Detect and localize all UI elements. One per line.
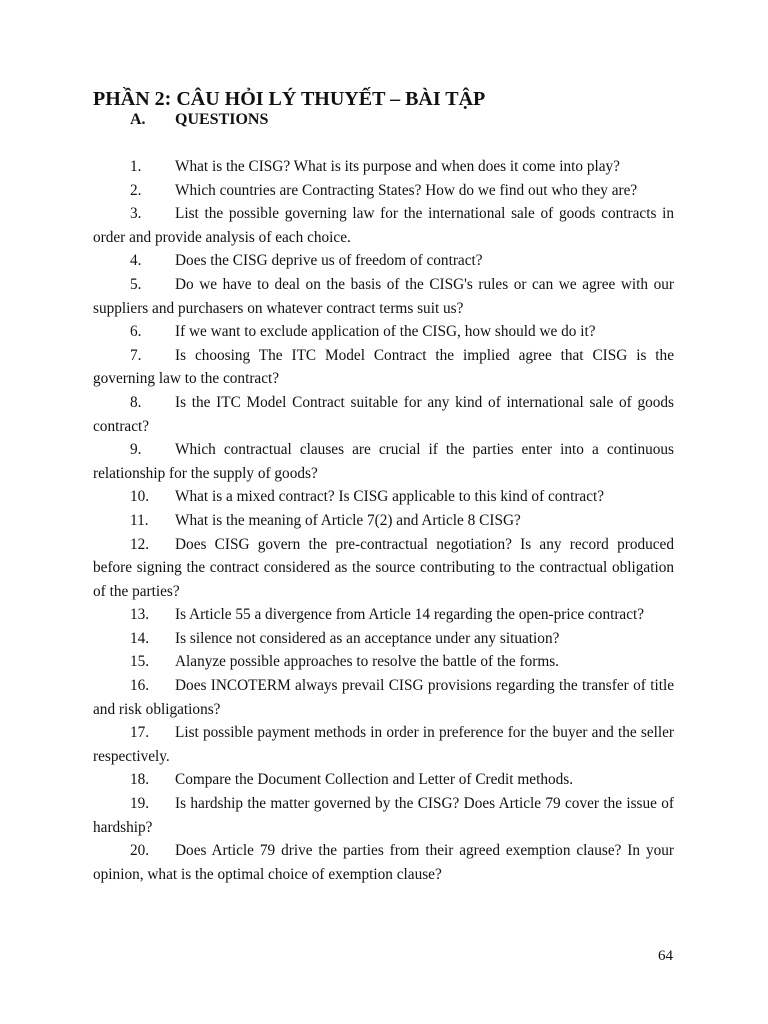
question-number: 3. bbox=[130, 205, 142, 223]
question-text: Does the CISG deprive us of freedom of contract? bbox=[175, 252, 483, 270]
question-item bbox=[93, 320, 674, 344]
question-item bbox=[93, 792, 674, 839]
question-item bbox=[93, 603, 674, 627]
question-text: What is a mixed contract? Is CISG applicable to this kind of contract? bbox=[175, 488, 605, 506]
question-number: 14. bbox=[130, 629, 150, 647]
question-number: 18. bbox=[130, 771, 150, 789]
question-text: Does Article 79 drive the parties from their agreed exemption clause? In your opinion, what is the optimal choice of exemption clause? bbox=[93, 842, 674, 883]
question-text: Is hardship the matter governed by the CISG? Does Article 79 cover the issue of hardship? bbox=[93, 795, 674, 836]
question-item bbox=[93, 179, 674, 203]
question-number: 13. bbox=[130, 606, 150, 624]
question-number: 11. bbox=[130, 511, 149, 529]
question-item bbox=[93, 273, 674, 320]
question-item bbox=[93, 202, 674, 249]
question-item bbox=[93, 485, 674, 509]
question-number: 2. bbox=[130, 181, 142, 199]
question-number: 19. bbox=[130, 795, 150, 813]
question-text: Is choosing The ITC Model Contract the implied agree that CISG is the governing law to the contract? bbox=[93, 346, 674, 388]
question-text: Compare the Document Collection and Letter of Credit methods. bbox=[175, 771, 574, 789]
question-number: 5. bbox=[130, 275, 142, 293]
question-text: List the possible governing law for the international sale of goods contracts in order and provide analysis of each choice. bbox=[93, 205, 674, 246]
question-text: Is the ITC Model Contract suitable for any kind of international sale of goods contract? bbox=[93, 393, 674, 435]
question-number: 1. bbox=[130, 158, 142, 175]
question-number: 17. bbox=[130, 724, 150, 742]
question-text: Is Article 55 a divergence from Article 14 regarding the open-price contract? bbox=[175, 606, 645, 624]
question-item bbox=[93, 249, 674, 273]
question-list bbox=[93, 155, 674, 886]
question-number: 10. bbox=[130, 488, 150, 506]
question-text: If we want to exclude application of the CISG, how should we do it? bbox=[175, 323, 596, 341]
question-number: 20. bbox=[130, 842, 150, 860]
question-text: Is silence not considered as an acceptance under any situation? bbox=[175, 629, 560, 647]
question-item bbox=[93, 155, 674, 179]
question-number: 4. bbox=[130, 252, 142, 270]
question-number: 7. bbox=[130, 346, 142, 364]
question-item bbox=[93, 344, 674, 391]
question-item bbox=[93, 438, 674, 485]
question-text: Does CISG govern the pre-contractual negotiation? Is any record produced before signing the contract considered as the source contributing to the contractual obligation of the parties? bbox=[93, 535, 674, 600]
question-number: 9. bbox=[130, 441, 142, 459]
question-text: What is the meaning of Article 7(2) and Article 8 CISG? bbox=[175, 511, 521, 529]
question-item bbox=[93, 509, 674, 533]
question-item bbox=[93, 391, 674, 438]
section-label: A. bbox=[130, 111, 146, 128]
question-number: 8. bbox=[130, 393, 142, 411]
question-item bbox=[93, 839, 674, 886]
question-text: What is the CISG? What is its purpose and when does it come into play? bbox=[175, 158, 620, 175]
question-number: 12. bbox=[130, 535, 150, 553]
question-number: 15. bbox=[130, 653, 150, 671]
question-text: Do we have to deal on the basis of the CISG's rules or can we agree with our suppliers and purchasers on whatever contract terms suit us? bbox=[93, 275, 674, 317]
question-number: 16. bbox=[130, 677, 150, 695]
question-text: Which countries are Contracting States? How do we find out who they are? bbox=[175, 181, 638, 199]
question-item bbox=[93, 533, 674, 604]
section-heading bbox=[130, 110, 268, 130]
question-text: Does INCOTERM always prevail CISG provisions regarding the transfer of title and risk obligations? bbox=[93, 677, 674, 718]
question-text: Which contractual clauses are crucial if the parties enter into a continuous relationship for the supply of goods? bbox=[93, 441, 674, 482]
question-item bbox=[93, 768, 674, 792]
question-item bbox=[93, 627, 674, 651]
question-text: List possible payment methods in order in preference for the buyer and the seller respectively. bbox=[93, 724, 674, 765]
section-title: QUESTIONS bbox=[175, 111, 269, 128]
question-item bbox=[93, 650, 674, 674]
question-item bbox=[93, 674, 674, 721]
page-title: PHẦN 2: CÂU HỎI LÝ THUYẾT – BÀI TẬP bbox=[93, 88, 486, 110]
question-item bbox=[93, 721, 674, 768]
page-number: 64 bbox=[658, 948, 673, 964]
question-number: 6. bbox=[130, 323, 142, 341]
question-text: Alanyze possible approaches to resolve the battle of the forms. bbox=[175, 653, 559, 671]
